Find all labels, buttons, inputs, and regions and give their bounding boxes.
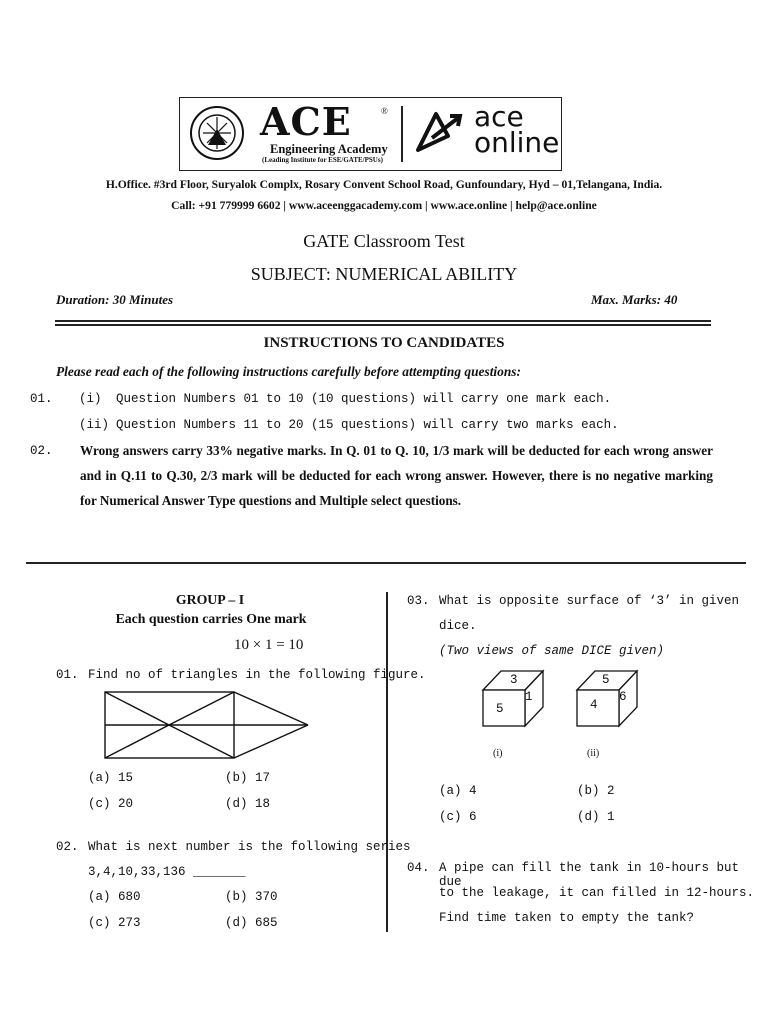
logo-online-text: online [474,126,560,159]
dice-2-front-face: 4 [590,698,598,712]
option-b: (b) 17 [225,771,271,785]
option-a: (a) 4 [439,784,477,798]
question-text: to the leakage, it can filled in 12-hours. [439,886,755,900]
option-c: (c) 20 [88,797,134,811]
option-c: (c) 273 [88,916,141,930]
instruction-number: 01. [30,392,53,406]
group-subtitle: Each question carries One mark [115,611,307,626]
dice-1-label: (i) [493,748,503,759]
divider-top [55,320,711,322]
duration: Duration: 30 Minutes [56,292,174,307]
question-text: dice. [439,619,477,633]
option-d: (d) 18 [225,797,271,811]
test-title: GATE Classroom Test [303,231,465,251]
option-d: (d) 685 [225,916,278,930]
question-number: 02. [56,840,79,854]
logo-ace-text: ACE [260,99,352,144]
dice-1-right-face: 1 [525,690,533,704]
contact-line: Call: +91 779999 6602 | www.aceenggacademy.com | www.ace.online | help@ace.online [171,199,597,212]
option-b: (b) 370 [225,890,278,904]
option-a: (a) 15 [88,771,134,785]
question-text: What is opposite surface of ‘3’ in given [439,594,740,608]
dice-1-front-face: 5 [496,702,504,716]
group-formula: 10 × 1 = 10 [234,637,304,653]
instructions-heading: INSTRUCTIONS TO CANDIDATES [263,335,505,351]
option-d: (d) 1 [577,810,615,824]
instruction-sub-label: (i) [79,392,102,406]
instruction-number: 02. [30,444,53,458]
triangles-figure [104,690,344,762]
divider-top-2 [55,324,711,326]
logo-tagline: (Leading Institute for ESE/GATE/PSUs) [262,156,383,164]
dice-1-top-face: 3 [510,673,518,687]
negative-marking-text: Wrong answers carry 33% negative marks. In Q. 01 to Q. 10, 1/3 mark will be deducted for each wrong answer and in Q.11 to Q.30, 2/3 mark will be deducted for each wrong answer. However, there is no negative marking for Numerical Answer Type questions and Multiple select questions. [80,443,713,508]
dice-2-right-face: 6 [619,690,627,704]
instructions-intro: Please read each of the following instructions carefully before attempting questions: [56,364,521,379]
question-note: (Two views of same DICE given) [439,644,665,658]
ace-online-arrow-icon [412,106,464,158]
question-text: Find no of triangles in the following figure. [88,668,426,682]
test-subject: SUBJECT: NUMERICAL ABILITY [250,264,518,284]
question-number: 04. [407,861,430,875]
option-a: (a) 680 [88,890,141,904]
question-number: 01. [56,668,79,682]
question-number: 03. [407,594,430,608]
instruction-sub-label: (ii) [79,418,110,432]
logo-banner [179,97,562,171]
logo-online-ace: ace [474,100,524,133]
logo-divider [401,106,403,162]
question-text: Find time taken to empty the tank? [439,911,695,925]
question-text: A pipe can fill the tank in 10-hours but due [439,861,740,889]
logo-subtitle: Engineering Academy [270,142,388,156]
ace-seal-icon [186,105,248,161]
instruction-text: Question Numbers 01 to 10 (10 questions) will carry one mark each. [116,392,612,406]
option-b: (b) 2 [577,784,615,798]
option-c: (c) 6 [439,810,477,824]
max-marks: Max. Marks: 40 [591,292,678,307]
dice-2-label: (ii) [587,748,600,759]
instruction-text: Question Numbers 11 to 20 (15 questions) will carry two marks each. [116,418,619,432]
column-divider [386,592,388,932]
group-title: GROUP – I [175,592,245,607]
section-divider [26,562,746,564]
question-text: What is next number is the following series [88,840,411,854]
question-series: 3,4,10,33,136 _______ [88,865,246,879]
dice-2-top-face: 5 [602,673,610,687]
logo-registered: ® [381,106,388,116]
office-address: H.Office. #3rd Floor, Suryalok Complx, Rosary Convent School Road, Gunfoundary, Hyd – 01,Telangana, India. [105,178,663,191]
